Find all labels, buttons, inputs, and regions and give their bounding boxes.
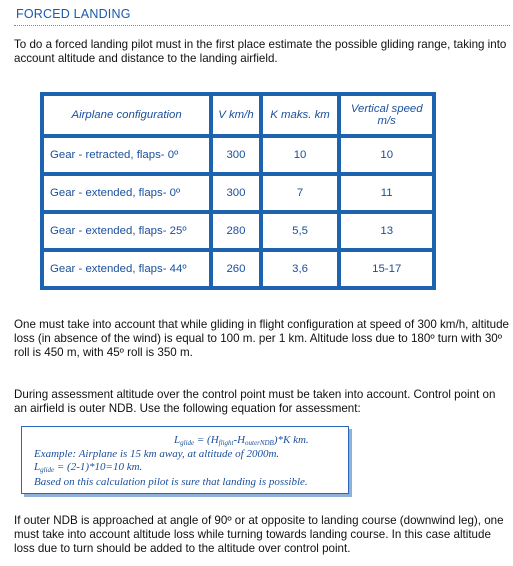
table-row [42, 212, 434, 250]
table-cell: 10 [261, 136, 340, 174]
formula-symbol: L [174, 434, 181, 446]
formula-calculation [34, 461, 142, 477]
table-cell: 5,5 [261, 212, 340, 250]
table-cell: Gear - retracted, flaps- 0º [42, 136, 211, 174]
heading-divider [14, 25, 510, 26]
table-header-row [42, 94, 434, 136]
table-row [42, 250, 434, 288]
table-cell: 260 [211, 250, 260, 288]
table-cell: 7 [261, 174, 340, 212]
formula-conclusion: Based on this calculation pilot is sure that landing is possible. [34, 476, 308, 488]
table-cell: 300 [211, 136, 260, 174]
assessment-paragraph: During assessment altitude over the control point must be taken into account. Control point on an airfield is outer NDB. Use the following equation for assessment: [14, 388, 496, 415]
table-cell: 300 [211, 174, 260, 212]
table-cell: Gear - extended, flaps- 0º [42, 174, 211, 212]
column-header-k-max: K maks. km [261, 94, 340, 136]
formula-subscript: flight [218, 439, 234, 447]
formula-text: = (H [194, 434, 219, 446]
formula-box [21, 426, 349, 494]
table-cell: Gear - extended, flaps- 44º [42, 250, 211, 288]
formula-text: -H [233, 434, 246, 446]
column-header-speed: V km/h [211, 94, 260, 136]
formula-subscript: glide [180, 439, 195, 447]
formula-text: )*K km. [273, 434, 309, 446]
outer-ndb-paragraph: If outer NDB is approached at angle of 90º or at opposite to landing course (downwind leg), one must take into account altitude loss while turning towards landing course. In this case altitude loss due to turn should be added to the altitude over control point. [14, 514, 504, 555]
gliding-loss-paragraph: One must take into account that while gliding in flight configuration at speed of 300 km/h, altitude loss (in absence of the wind) is equal to 100 m. per 1 km. Altitude loss due to 180º turn with 30º roll is 450 m, with 45º roll is 350 m. [14, 318, 509, 359]
table-cell: 13 [339, 212, 434, 250]
table-row [42, 174, 434, 212]
section-heading: FORCED LANDING [16, 7, 131, 21]
table-cell: 280 [211, 212, 260, 250]
table-cell: 10 [339, 136, 434, 174]
table-cell: 3,6 [261, 250, 340, 288]
airplane-configuration-table [40, 92, 436, 290]
formula-symbol: L [34, 461, 41, 473]
formula-subscript: outerNDB [245, 439, 274, 447]
column-header-vertical-speed: Vertical speed m/s [339, 94, 434, 136]
formula-example: Example: Airplane is 15 km away, at altitude of 2000m. [34, 448, 280, 460]
intro-paragraph: To do a forced landing pilot must in the first place estimate the possible gliding range, taking into account altitude and distance to the landing airfield. [14, 38, 507, 65]
column-header-configuration: Airplane configuration [42, 94, 211, 136]
table-cell: 15-17 [339, 250, 434, 288]
formula-text: = (2-1)*10=10 km. [54, 461, 143, 473]
table-row [42, 136, 434, 174]
formula-subscript: glide [40, 466, 55, 474]
table-cell: Gear - extended, flaps- 25º [42, 212, 211, 250]
table-cell: 11 [339, 174, 434, 212]
